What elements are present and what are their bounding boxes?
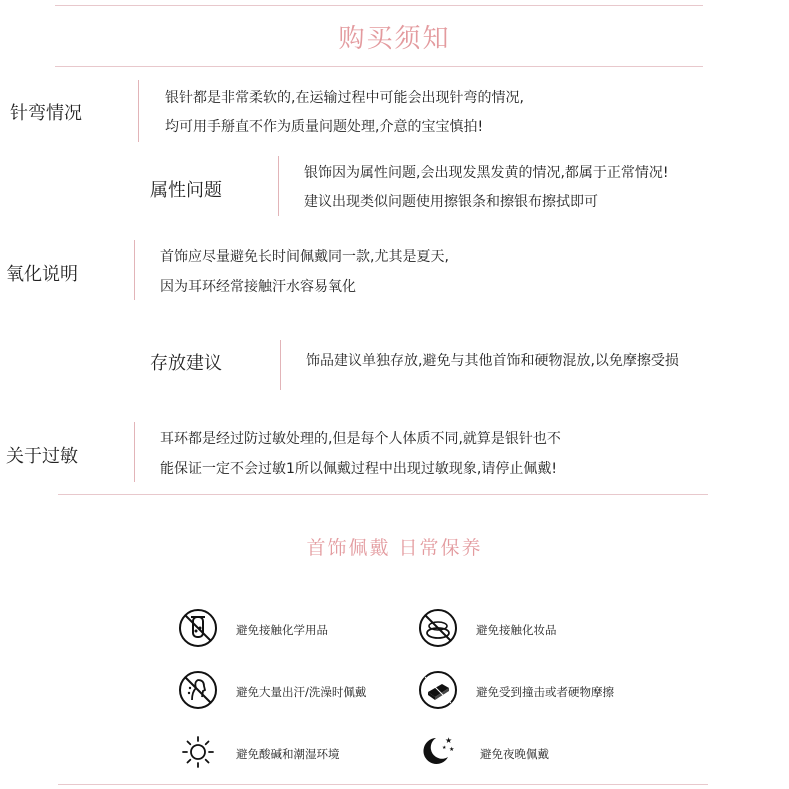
notice-divider	[278, 156, 279, 216]
care-item-text: 避免受到撞击或者硬物摩擦	[476, 685, 614, 699]
notice-label: 氧化说明	[6, 264, 78, 285]
notice-text-line: 银饰因为属性问题,会出现发黑发黄的情况,都属于正常情况!	[304, 165, 669, 181]
care-item-text: 避免酸碱和潮湿环境	[236, 747, 340, 761]
care-item-text: 避免夜晚佩戴	[480, 747, 549, 761]
notice-divider	[280, 340, 281, 390]
notice-divider	[134, 422, 135, 482]
notice-text-line: 耳环都是经过防过敏处理的,但是每个人体质不同,就算是银针也不	[160, 431, 561, 447]
notice-label: 存放建议	[150, 353, 222, 374]
section-divider	[58, 494, 708, 495]
care-item-text: 避免大量出汗/洗澡时佩戴	[236, 685, 367, 699]
notice-text-line: 均可用手掰直不作为质量问题处理,介意的宝宝慎拍!	[165, 119, 484, 135]
moon-stars-icon	[418, 730, 458, 770]
no-hard-objects-icon	[418, 670, 458, 710]
notice-text-line: 因为耳环经常接触汗水容易氧化	[160, 279, 356, 295]
header-divider-top	[55, 5, 703, 6]
care-title: 首饰佩戴 日常保养	[306, 537, 483, 559]
notice-text-line: 饰品建议单独存放,避免与其他首饰和硬物混放,以免摩擦受损	[306, 353, 679, 369]
care-item-text: 避免接触化妆品	[476, 623, 557, 637]
notice-text-line: 建议出现类似问题使用擦银条和擦银布擦拭即可	[304, 194, 598, 210]
header-divider-bottom	[55, 66, 703, 67]
no-chemicals-icon	[178, 608, 218, 648]
notice-text-line: 银针都是非常柔软的,在运输过程中可能会出现针弯的情况,	[165, 90, 524, 106]
footer-divider	[58, 784, 708, 785]
no-cosmetics-icon	[418, 608, 458, 648]
svg-text:★: ★	[449, 746, 455, 753]
no-sweat-bath-icon	[178, 670, 218, 710]
care-item-text: 避免接触化学用品	[236, 623, 328, 637]
page-title: 购买须知	[338, 24, 451, 54]
notice-label: 属性问题	[150, 180, 222, 201]
notice-divider	[138, 80, 139, 142]
notice-divider	[134, 240, 135, 300]
svg-text:★: ★	[442, 745, 447, 751]
notice-label: 针弯情况	[10, 103, 82, 124]
notice-text-line: 能保证一定不会过敏1所以佩戴过程中出现过敏现象,请停止佩戴!	[160, 461, 557, 477]
svg-text:★: ★	[445, 736, 453, 745]
notice-label: 关于过敏	[6, 446, 78, 467]
sun-icon	[178, 732, 218, 772]
notice-text-line: 首饰应尽量避免长时间佩戴同一款,尤其是夏天,	[160, 249, 449, 265]
